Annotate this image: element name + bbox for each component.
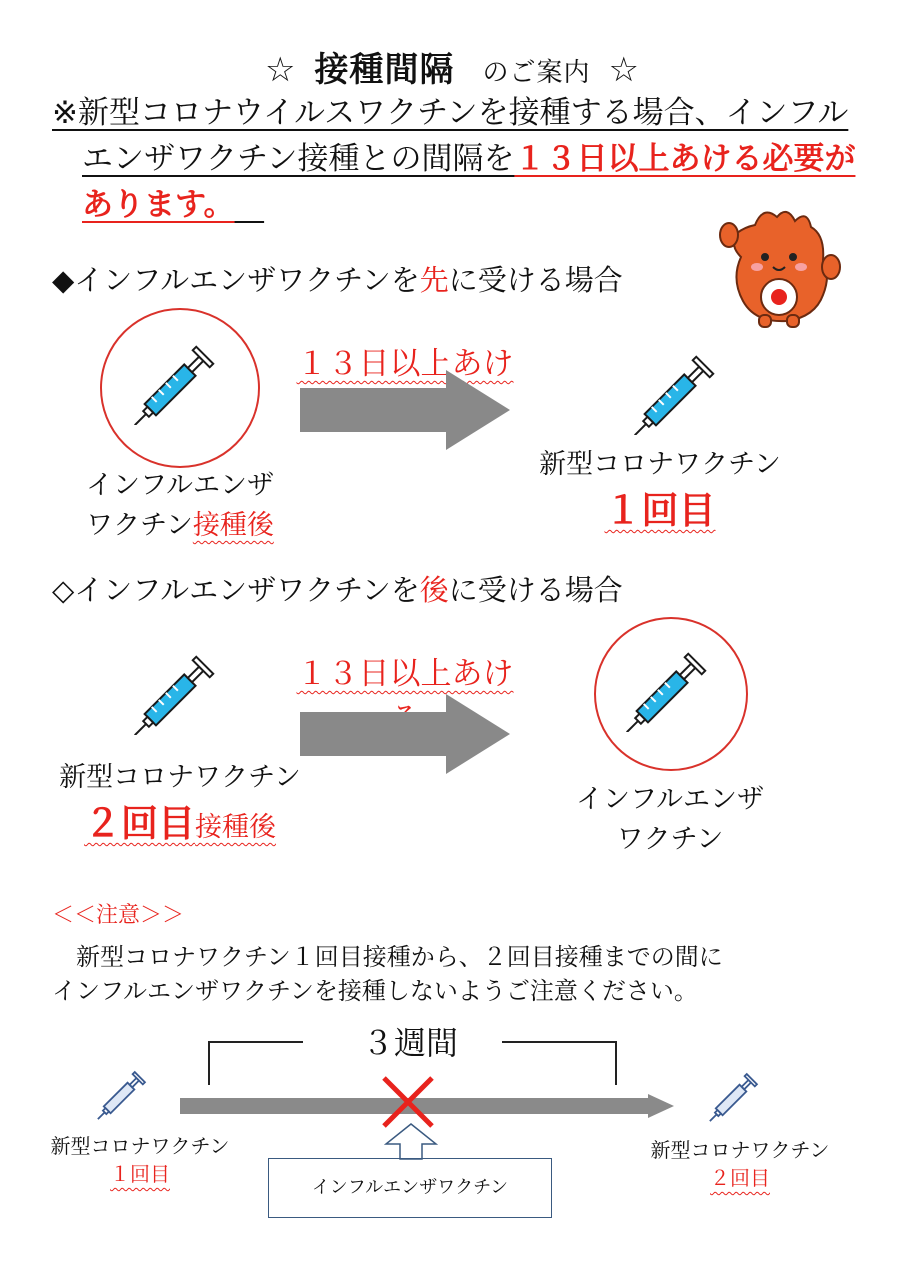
arrow-body	[300, 388, 450, 432]
caution-heading: ＜＜注意＞＞	[52, 903, 185, 928]
title-main: 接種間隔	[314, 50, 455, 90]
bracket-tick	[615, 1041, 617, 1085]
star-icon: ☆	[265, 50, 297, 90]
caution-text: 新型コロナワクチン１回目接種から、２回目接種までの間に インフルエンザワクチンを接種しないようご注意ください。	[52, 943, 723, 1005]
timeline-left-label: 新型コロナワクチン １回目	[50, 1134, 230, 1186]
syringe-icon	[130, 335, 230, 429]
bracket-left	[208, 1041, 303, 1043]
left-label: インフルエンザ ワクチン接種後	[86, 470, 274, 541]
mascot-illustration	[715, 205, 845, 330]
syringe-icon	[130, 645, 230, 739]
notice-line-3: あります。	[82, 187, 235, 223]
syringe-icon	[622, 642, 722, 736]
right-label: インフルエンザ ワクチン	[576, 784, 764, 855]
title-sub: のご案内	[482, 58, 591, 88]
syringe-icon	[707, 1064, 767, 1128]
timeline-right-label: 新型コロナワクチン ２回目	[650, 1138, 830, 1190]
arrow-body	[300, 712, 450, 756]
notice-line-1: ※新型コロナウイルスワクチンを接種する場合、インフル	[52, 95, 849, 131]
notice-highlight: １３日以上あける必要が	[514, 141, 856, 177]
weeks-label: ３週間	[361, 1024, 458, 1062]
syringe-icon	[630, 345, 730, 439]
interval-label: １３日以上あけ	[296, 656, 514, 692]
right-label: 新型コロナワクチン １回目	[539, 449, 781, 532]
arrow-head	[446, 370, 510, 450]
notice-line-2: エンザワクチン接種との間隔を	[82, 141, 515, 177]
interval-label: １３日以上あけ	[296, 346, 514, 382]
influenza-box: インフルエンザワクチン	[268, 1158, 552, 1218]
bracket-tick	[208, 1041, 210, 1085]
section-2-heading: ◇インフルエンザワクチンを後に受ける場合	[52, 573, 623, 607]
page-title	[0, 42, 905, 91]
section-1-heading: ◆インフルエンザワクチンを先に受ける場合	[52, 263, 623, 297]
syringe-icon	[95, 1062, 155, 1126]
star-icon: ☆	[608, 50, 640, 90]
arrow-head	[446, 694, 510, 774]
left-label: 新型コロナワクチン ２回目接種後	[59, 762, 301, 845]
timeline-arrow-head	[648, 1094, 674, 1118]
bracket-right	[502, 1041, 617, 1043]
